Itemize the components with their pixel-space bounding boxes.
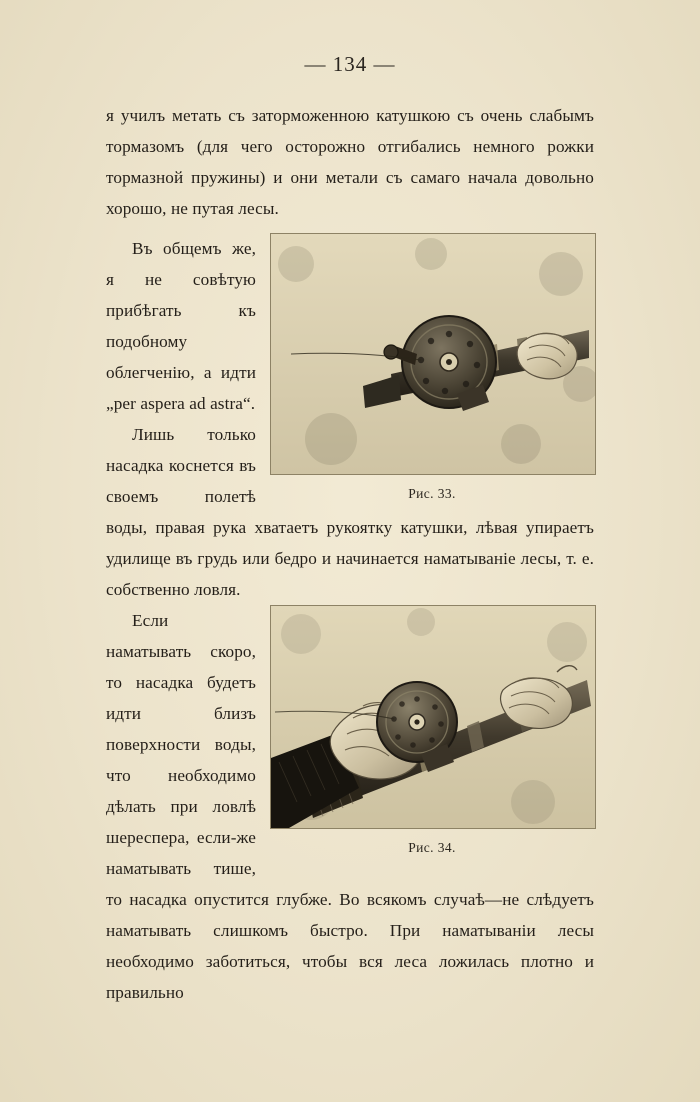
paragraph-1: я училъ метать съ заторможенною катушкою съ очень слабымъ тормазомъ (для чего осторожно отгибались немного рожки тормазной пружины) и они метали съ самаго начала довольно хорошо, не путая лесы. [106,106,594,218]
figure-34 [270,605,594,856]
figure-34-image [270,605,596,829]
figure-34-caption: Рис. 34. [408,840,456,855]
paragraph-3: Лишь только насадка коснется въ своемъ полетѣ воды, правая рука хватаетъ рукоятку катушки, лѣвая упираетъ удилище въ грудь или бедро и начинается наматываніе лесы, т. е. собственно ловля. [106,425,594,599]
paragraph-spacer [106,224,594,233]
paragraph-4: Если наматывать скоро, то насадка будетъ идти близъ поверхности воды, что необходимо дѣлать при ловлѣ шереспера, если-же наматывать тише, то насадка опустится глубже. Во всякомъ случаѣ—не слѣдуетъ наматывать слишкомъ быстро. При наматываніи лесы необходимо заботиться, чтобы вся леса ложилась плотно и правильно [106,611,594,1002]
page-number: — 134 — [304,52,396,76]
figure-33 [270,233,594,502]
figure-33-image [270,233,596,475]
figure-33-caption: Рис. 33. [408,486,456,501]
paragraph-2: Въ общемъ же, я не совѣтую прибѣгать къ подобному облегченію, а идти „per aspera ad astra“. [106,239,256,413]
page-content [106,100,594,1008]
